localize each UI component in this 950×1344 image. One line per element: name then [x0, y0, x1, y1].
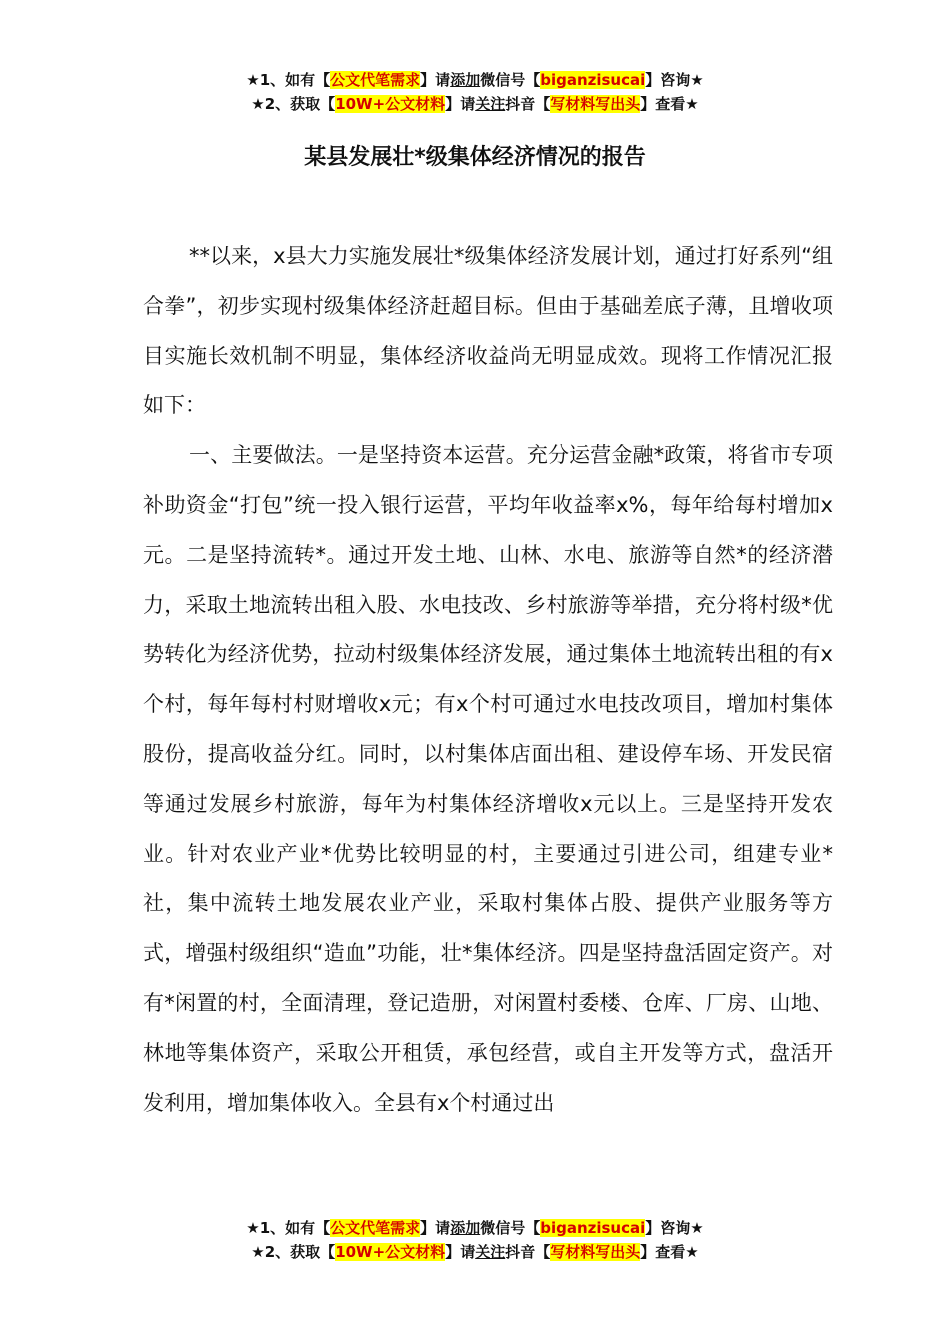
banner-text: 微信号【 — [480, 1219, 541, 1237]
banner-text: 】咨询★ — [645, 71, 704, 89]
banner-text: 】咨询★ — [645, 1219, 704, 1237]
paragraph-main-practices: 一、主要做法。一是坚持资本运营。充分运营金融*政策，将省市专项补助资金“打包”统一投入银行运营，平均年收益率x%，每年给每村增加x元。二是坚持流转*。通过开发土地、山林、水电、旅游等自然*的经济潜力，采取土地流转出租入股、水电技改、乡村旅游等举措，充分将村级*优势转化为经济优势，拉动村级集体经济发展，通过集体土地流转出租的有x个村，每年每村村财增收x元；有x个村可通过水电技改项目，增加村集体股份，提高收益分红。同时，以村集体店面出租、建设停车场、开发民宿等通过发展乡村旅游，每年为村集体经济增收x元以上。三是坚持开发农业。针对农业产业*优势比较明显的村，主要通过引进公司，组建专业*社，集中流转土地发展农业产业，采取村集体占股、提供产业服务等方式，增强村级组织“造血”功能，壮*集体经济。四是坚持盘活固定资产。对有*闲置的村，全面清理，登记造册，对闲置村委楼、仓库、厂房、山地、林地等集体资产，采取公开租赁，承包经营，或自主开发等方式，盘活开发利用，增加集体收入。全县有x个村通过出 — [143, 443, 833, 1115]
banner-text: ★1、如有【 — [246, 71, 331, 89]
underlined-text: 关注 — [475, 95, 506, 113]
banner-text: 】请 — [445, 95, 476, 113]
highlight-text: 10W+公文材料 — [335, 95, 446, 113]
underlined-text: 添加 — [450, 71, 481, 89]
banner-text: 微信号【 — [480, 71, 541, 89]
underlined-text: 关注 — [475, 1243, 506, 1261]
banner-text: 】查看★ — [640, 95, 699, 113]
footer-banner — [0, 1216, 950, 1264]
banner-text: 抖音【 — [505, 1243, 551, 1261]
banner-text: ★1、如有【 — [246, 1219, 331, 1237]
document-body — [143, 232, 833, 1128]
banner-text: 】查看★ — [640, 1243, 699, 1261]
header-banner — [0, 68, 950, 116]
douyin-id-highlight: 写材料写出头 — [550, 1243, 641, 1261]
underlined-text: 添加 — [450, 1219, 481, 1237]
highlight-text: 10W+公文材料 — [335, 1243, 446, 1261]
banner-line-1 — [0, 68, 950, 92]
document-title: 某县发展壮*级集体经济情况的报告 — [304, 145, 646, 170]
paragraph-intro: **以来，x县大力实施发展壮*级集体经济发展计划，通过打好系列“组合拳”，初步实现村级集体经济赶超目标。但由于基础差底子薄，且增收项目实施长效机制不明显，集体经济收益尚无明显成效。现将工作情况汇报如下： — [143, 244, 833, 418]
banner-text: ★2、获取【 — [251, 95, 336, 113]
highlight-text: 公文代笔需求 — [330, 1219, 421, 1237]
banner-text: 】请 — [420, 1219, 451, 1237]
banner-line-1 — [0, 1216, 950, 1240]
banner-text: 】请 — [420, 71, 451, 89]
banner-text: 抖音【 — [505, 95, 551, 113]
wechat-id-highlight: biganzisucai — [540, 71, 646, 89]
banner-line-2 — [0, 92, 950, 116]
highlight-text: 公文代笔需求 — [330, 71, 421, 89]
banner-text: ★2、获取【 — [251, 1243, 336, 1261]
banner-text: 】请 — [445, 1243, 476, 1261]
banner-line-2 — [0, 1240, 950, 1264]
wechat-id-highlight: biganzisucai — [540, 1219, 646, 1237]
douyin-id-highlight: 写材料写出头 — [550, 95, 641, 113]
